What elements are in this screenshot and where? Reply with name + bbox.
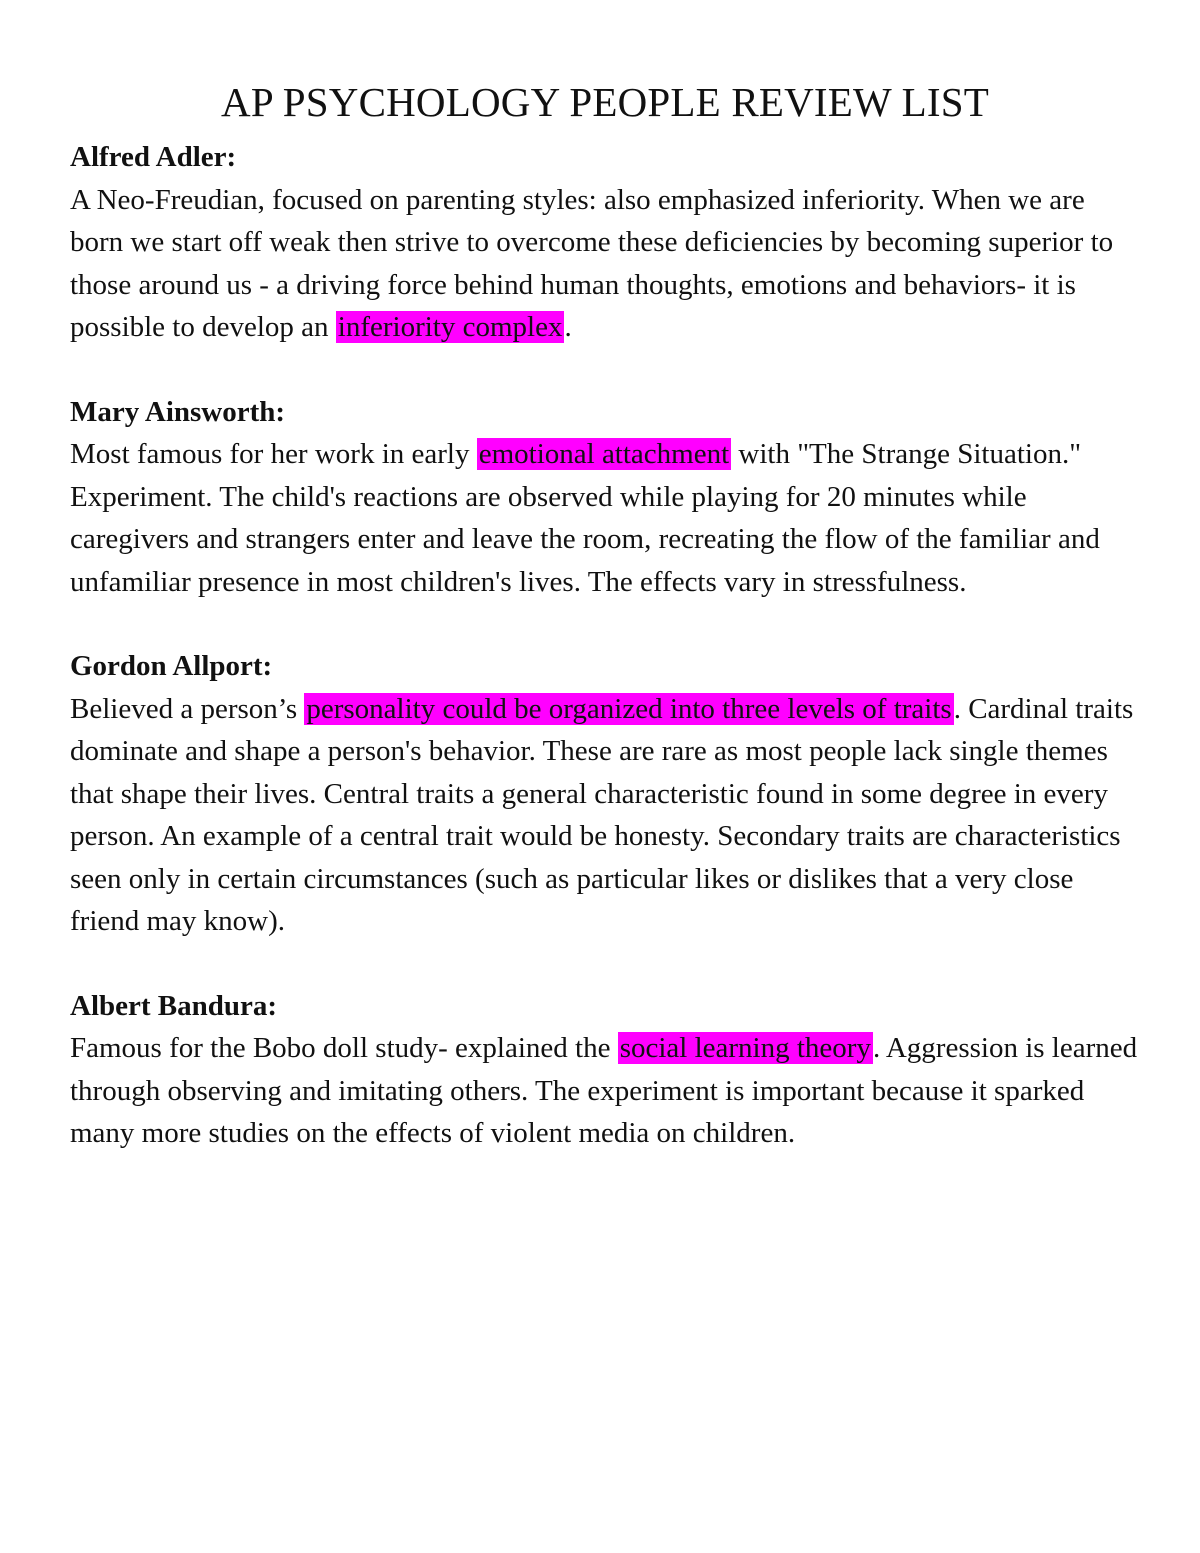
description-text: A Neo-Freudian, focused on parenting styles: also emphasized inferiority. When we are born we start off weak then strive to overcome these deficiencies by becoming superior to those around us - a driving force behind human thoughts, emotions and behaviors- it is possible to develop an <box>70 183 1114 343</box>
entry-description <box>70 433 1140 603</box>
description-text: . Aggression is learned through observing and imitating others. The experiment is important because it sparked many more studies on the effects of violent media on children. <box>70 1032 1138 1149</box>
entry-name: Albert Bandura: <box>70 989 278 1022</box>
highlighted-term: inferiority complex <box>337 311 563 343</box>
highlighted-term: personality could be organized into three levels of traits <box>306 692 952 725</box>
description-text: Most famous for her work in early <box>70 438 477 470</box>
entry-bandura <box>70 985 1140 1155</box>
entry-ainsworth <box>70 391 1140 604</box>
document-title: AP PSYCHOLOGY PEOPLE REVIEW LIST <box>221 79 989 125</box>
entry-adler <box>70 136 1140 349</box>
document-page <box>70 78 1140 1197</box>
description-text: Believed a person’s <box>70 692 305 725</box>
description-text: with "The Strange Situation." Experiment. The child's reactions are observed while playing for 20 minutes while caregivers and strangers enter and leave the room, recreating the flow of the familiar and unfamiliar presence in most children's lives. The effects vary in stressfulness. <box>70 438 1100 598</box>
description-text: Famous for the Bobo doll study- explained the <box>70 1032 618 1064</box>
entry-name: Alfred Adler: <box>70 141 237 173</box>
description-text: . Cardinal traits dominate and shape a person's behavior. These are rare as most people lack single themes that shape their lives. Central traits a general characteristic found in some degree in every person. An example of a central trait would be honesty. Secondary traits are characteristics seen only in certain circumstances (such as particular likes or dislikes that a very close friend may know). <box>70 692 1134 937</box>
entry-description <box>70 179 1140 349</box>
entry-name: Mary Ainsworth: <box>70 395 286 428</box>
entry-description <box>70 688 1140 943</box>
entry-name: Gordon Allport: <box>70 650 273 682</box>
highlighted-term: emotional attachment <box>478 438 730 470</box>
entry-allport <box>70 645 1140 943</box>
entry-description <box>70 1027 1140 1155</box>
description-text: . <box>564 311 572 343</box>
highlighted-term: social learning theory <box>619 1032 871 1064</box>
